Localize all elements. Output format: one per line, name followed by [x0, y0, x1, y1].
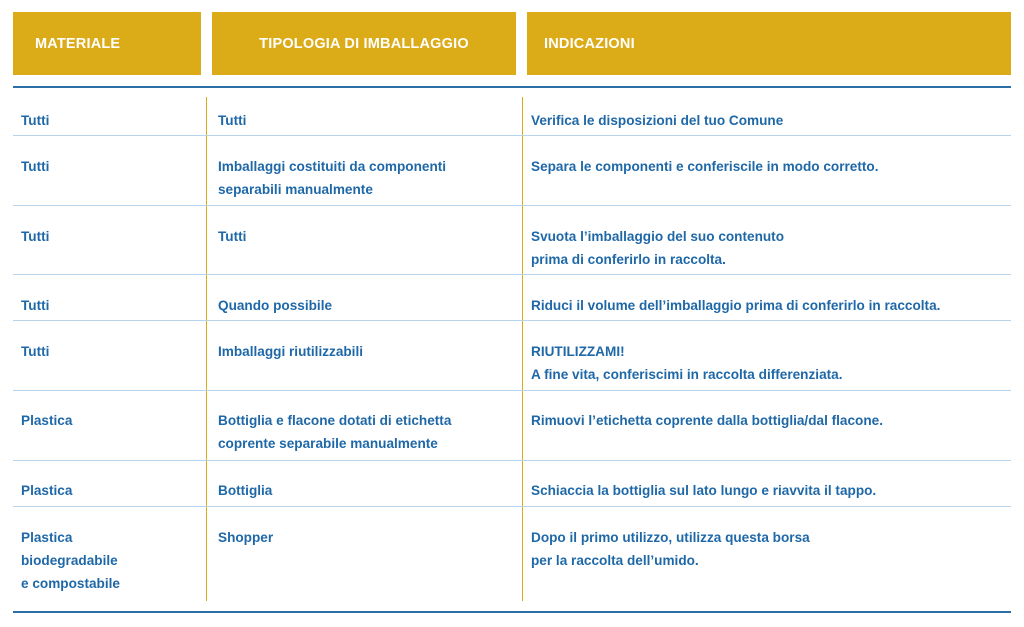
row-0-material: Tutti	[21, 113, 50, 128]
row-3-indication: Riduci il volume dell’imballaggio prima di conferirlo in raccolta.	[531, 298, 941, 313]
row-separator	[13, 506, 1011, 507]
column-divider-2	[522, 97, 523, 601]
table-top-rule	[13, 86, 1011, 88]
header-packaging-type	[212, 12, 516, 75]
row-3-material: Tutti	[21, 298, 50, 313]
header-material-label: MATERIALE	[35, 35, 121, 52]
row-1-indication: Separa le componenti e conferiscile in modo corretto.	[531, 159, 879, 174]
row-1-material: Tutti	[21, 159, 50, 174]
row-separator	[13, 320, 1011, 321]
row-5-packaging: Bottiglia e flacone dotati di etichetta coprente separabile manualmente	[218, 413, 452, 451]
row-6-indication: Schiaccia la bottiglia sul lato lungo e riavvita il tappo.	[531, 483, 877, 498]
row-separator	[13, 205, 1011, 206]
row-4-packaging: Imballaggi riutilizzabili	[218, 344, 364, 359]
row-separator	[13, 460, 1011, 461]
header-indications	[527, 12, 1011, 75]
row-6-material: Plastica	[21, 483, 73, 498]
header-indications-label: INDICAZIONI	[544, 35, 635, 52]
column-divider-1	[206, 97, 207, 601]
row-separator	[13, 135, 1011, 136]
table-bottom-rule	[13, 611, 1011, 613]
row-separator	[13, 390, 1011, 391]
row-4-material: Tutti	[21, 344, 50, 359]
row-5-indication: Rimuovi l’etichetta coprente dalla bottiglia/dal flacone.	[531, 413, 883, 428]
row-2-indication: Svuota l’imballaggio del suo contenuto prima di conferirlo in raccolta.	[531, 229, 785, 267]
row-1-packaging: Imballaggi costituiti da componenti separabili manualmente	[218, 159, 447, 197]
row-2-packaging: Tutti	[218, 229, 247, 244]
row-7-packaging: Shopper	[218, 530, 274, 545]
row-7-material: Plastica biodegradabile e compostabile	[21, 530, 120, 591]
row-6-packaging: Bottiglia	[218, 483, 273, 498]
row-0-indication: Verifica le disposizioni del tuo Comune	[531, 113, 784, 128]
row-0-packaging: Tutti	[218, 113, 247, 128]
row-5-material: Plastica	[21, 413, 73, 428]
header-material	[13, 12, 201, 75]
row-2-material: Tutti	[21, 229, 50, 244]
header-packaging-label: TIPOLOGIA DI IMBALLAGGIO	[259, 35, 469, 52]
row-separator	[13, 274, 1011, 275]
row-7-indication: Dopo il primo utilizzo, utilizza questa borsa per la raccolta dell’umido.	[531, 530, 810, 568]
row-4-indication: RIUTILIZZAMI! A fine vita, conferiscimi in raccolta differenziata.	[531, 344, 843, 382]
row-3-packaging: Quando possibile	[218, 298, 333, 313]
